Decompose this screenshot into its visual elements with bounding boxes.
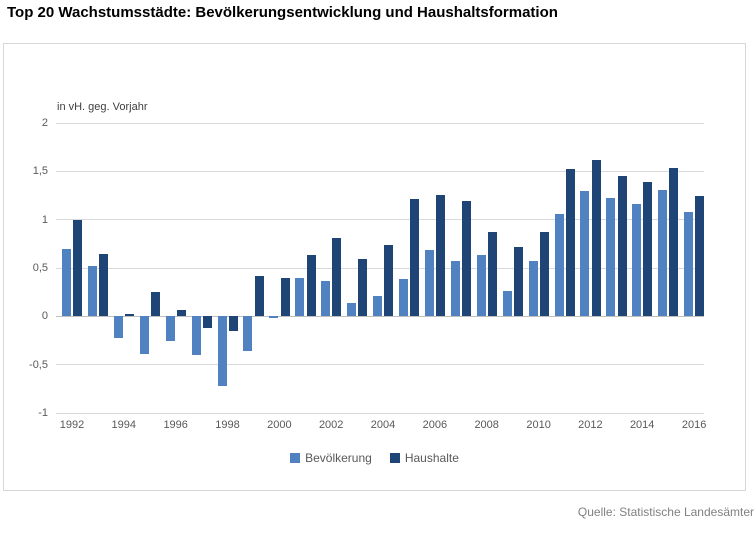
bar-haushalte-2001 (307, 255, 316, 317)
bar-bevoelkerung-1998 (218, 316, 227, 386)
bar-bevoelkerung-1992 (62, 249, 71, 317)
legend-label-bevoelkerung: Bevölkerung (305, 451, 372, 465)
bar-bevoelkerung-2011 (555, 214, 564, 317)
bar-haushalte-2012 (592, 160, 601, 317)
bar-haushalte-2002 (332, 238, 341, 316)
x-tick-label-1994: 1994 (111, 419, 137, 431)
bar-bevoelkerung-2007 (451, 261, 460, 316)
bar-bevoelkerung-2001 (295, 278, 304, 317)
bar-bevoelkerung-2000 (269, 316, 278, 318)
gridline-2 (56, 123, 704, 124)
bar-haushalte-1996 (177, 310, 186, 317)
y-tick-label--0,5: -0,5 (29, 358, 48, 371)
bar-haushalte-1999 (255, 276, 264, 317)
x-tick-label-2002: 2002 (318, 419, 344, 431)
bar-bevoelkerung-2014 (632, 204, 641, 316)
bar-haushalte-2008 (488, 232, 497, 316)
bar-haushalte-2005 (410, 199, 419, 316)
y-axis-unit-label: in vH. geg. Vorjahr (57, 101, 148, 113)
x-tick-label-2008: 2008 (474, 419, 499, 431)
bar-bevoelkerung-1995 (140, 316, 149, 354)
bar-haushalte-2006 (436, 195, 445, 317)
bar-haushalte-1998 (229, 316, 238, 331)
gridline--0,5 (56, 364, 704, 365)
x-tick-label-2000: 2000 (267, 419, 292, 431)
x-tick-label-1998: 1998 (215, 419, 240, 431)
bar-bevoelkerung-2012 (580, 191, 589, 317)
y-tick-label-0,5: 0,5 (32, 262, 48, 274)
bar-bevoelkerung-2010 (529, 261, 538, 316)
x-tick-label-2014: 2014 (629, 419, 655, 431)
bar-haushalte-2003 (358, 259, 367, 316)
gridline-1,5 (56, 171, 704, 172)
bar-bevoelkerung-1996 (166, 316, 175, 341)
bar-bevoelkerung-2009 (503, 291, 512, 316)
plot-area (56, 123, 704, 413)
bar-haushalte-2007 (462, 201, 471, 316)
x-tick-label-2016: 2016 (681, 419, 707, 431)
page-title: Top 20 Wachstumsstädte: Bevölkerungsentwicklung und Haushaltsformation (7, 4, 558, 21)
bar-haushalte-1993 (99, 254, 108, 317)
bar-bevoelkerung-2002 (321, 281, 330, 317)
bar-haushalte-1997 (203, 316, 212, 328)
bar-bevoelkerung-1997 (192, 316, 201, 355)
y-tick-label-0: 0 (41, 310, 48, 323)
bar-bevoelkerung-1994 (114, 316, 123, 338)
legend-item-bevoelkerung (290, 451, 372, 465)
y-tick-label-1: 1 (41, 213, 48, 226)
legend-swatch-bevoelkerung-icon (290, 453, 300, 463)
x-tick-label-2010: 2010 (526, 419, 551, 431)
bar-bevoelkerung-2003 (347, 303, 356, 317)
bar-haushalte-2010 (540, 232, 549, 316)
x-tick-label-1992: 1992 (59, 419, 85, 431)
bar-bevoelkerung-2004 (373, 296, 382, 316)
gridline--1 (56, 413, 704, 414)
bar-haushalte-2009 (514, 247, 523, 317)
legend-item-haushalte (390, 451, 459, 465)
x-tick-label-2012: 2012 (578, 419, 603, 431)
bar-haushalte-2000 (281, 278, 290, 317)
y-tick-label-2: 2 (41, 117, 48, 129)
source-note: Quelle: Statistische Landesämter (577, 505, 754, 519)
chart-frame (3, 43, 746, 491)
y-tick-label-1,5: 1,5 (32, 165, 48, 178)
legend-swatch-haushalte-icon (390, 453, 400, 463)
y-tick-label--1: -1 (38, 407, 48, 419)
x-tick-label-2006: 2006 (422, 419, 448, 431)
bar-bevoelkerung-2013 (606, 198, 615, 316)
y-axis-labels (4, 117, 48, 419)
x-tick-label-2004: 2004 (370, 419, 396, 431)
bar-bevoelkerung-1999 (243, 316, 252, 351)
bar-haushalte-2015 (669, 168, 678, 316)
bar-bevoelkerung-2016 (684, 212, 693, 316)
legend-label-haushalte: Haushalte (404, 451, 459, 465)
legend (4, 451, 745, 465)
bar-haushalte-2004 (384, 245, 393, 317)
bar-bevoelkerung-1993 (88, 266, 97, 316)
x-axis-labels (56, 419, 707, 435)
x-tick-label-1996: 1996 (163, 419, 188, 431)
bar-bevoelkerung-2005 (399, 279, 408, 317)
bar-bevoelkerung-2015 (658, 190, 667, 317)
bar-haushalte-1994 (125, 314, 134, 316)
bar-bevoelkerung-2006 (425, 250, 434, 317)
bar-haushalte-2011 (566, 169, 575, 316)
bar-bevoelkerung-2008 (477, 255, 486, 316)
bar-haushalte-2013 (618, 176, 627, 316)
bar-haushalte-2014 (643, 182, 652, 316)
bar-haushalte-2016 (695, 196, 704, 317)
bar-haushalte-1992 (73, 220, 82, 317)
bar-haushalte-1995 (151, 292, 160, 316)
